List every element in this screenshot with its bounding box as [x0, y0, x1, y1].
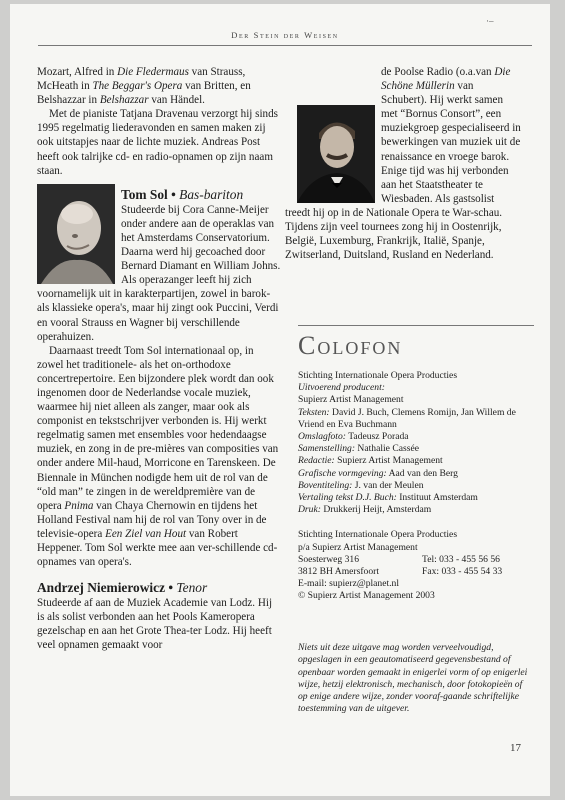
colofon-title: Colofon	[298, 331, 403, 360]
tom-sol-paragraph-2: Daarnaast treedt Tom Sol internationaal op, in zowel het traditionele- als het on-orthodoxe concertrepertoire. Een bijzondere plek wordt dan ook ingenomen door de Nederlandse vocale muziek, waarmee hij niet alleen als zanger, maar ook als componist en tekstschrijver verbonden is. Hij werkt regelmatig samen met ensembles voor hedendaagse muziek, en zong in de pre-mières van composities van onder andere Mil-haud, Morricone en Tarenskeen. De Biennale in München nodigde hem uit de rol van de “old man” te zingen in de wereldpremière van de opera Pnima van Chaya Chernowin en tijdens het Holland Festival nam hij de rol van Tony over in de televisie-opera Een Ziel van Hout van Robert Heppener. Tom Sol werkte mee aan ver-schillende cd-opnames van opera's.	[37, 344, 279, 569]
address-block	[298, 529, 530, 602]
tom-sol-paragraph-1: Studeerde bij Cora Canne-Meijer onder andere aan de operaklas van het Amsterdams Conservatorium. Daarna werd hij gecoached door Bernard Diamant en William Johns. Als operazanger leeft hij zich voornamelijk uit in karakterpartijen, zowel in barok- als klassieke opera's, maar hij zingt ook Puccini, Verdi en vooral Strauss en Wagner bij verschillende operahuizen.	[37, 203, 281, 343]
copyright: © Supierz Artist Management 2003	[298, 590, 435, 602]
andrzej-paragraph-2: de Poolse Radio (o.a.van Die Schöne Müllerin van Schubert). Hij werkt samen met “Bornus Consort”, een muziekgroep gespecialiseerd in bewerkingen van muziek uit de renaissance en vroege barok. Enige tijd was hij verbonden aan het Staatstheater te Wiesbaden. Als gastsolist treedt hij op in de Nationale Opera te War-schau. Tijdens zijn veel tournees zong hij in Oostenrijk, België, Luxemburg, Frankrijk, Italië, Spanje, Zwitserland, Duitsland, Rusland en Nederland.	[285, 66, 521, 262]
portrait-photo-icon	[37, 184, 115, 284]
credit-line: Grafische vormgeving: Aad van den Berg	[298, 467, 458, 479]
street: Soesterweg 316	[298, 553, 360, 565]
colofon-rule	[298, 325, 534, 326]
address-po: p/a Supierz Artist Management	[298, 541, 418, 553]
andrzej-heading: Andrzej Niemierowicz • Tenor	[37, 580, 208, 596]
credit-line: Teksten: David J. Buch, Clemens Romijn, Jan Willem de Vriend en Eva Buchmann	[298, 406, 516, 430]
right-column	[285, 65, 521, 262]
credit-line: Druk: Drukkerij Heijt, Amsterdam	[298, 504, 432, 516]
credit-line: Boventiteling: J. van der Meulen	[298, 479, 424, 491]
credit-line: Vertaling tekst D.J. Buch: Instituut Amsterdam	[298, 492, 478, 504]
intro-paragraph-2: Met de pianiste Tatjana Dravenau verzorgt hij sinds 1995 regelmatig liederavonden en samen maken zij ook uitstapjes naar de lichte muziek. Andreas Post heeft ook talrijke cd- en radio-opnamen op zijn naam staan.	[37, 108, 278, 177]
copyright-disclaimer: Niets uit deze uitgave mag worden verveelvoudigd, opgeslagen in een geautomatiseerd gegevensbestand of openbaar worden gemaakt in enigerlei vorm of op enigerlei wijze, hetzij elektronisch, mechanisch, door fotokopieën of op enige andere wijze, zonder vooraf-gaande schriftelijke toestemming van de uitgever.	[298, 642, 528, 715]
andrzej-paragraph-1: Studeerde af aan de Muziek Academie van Lodz. Hij is als solist verbonden aan het Pools Kameropera gezelschap en aan het Grote Thea-ter Lodz. Hij heeft veel opnamen gemaakt voor	[37, 597, 273, 652]
portrait-photo-icon	[297, 105, 375, 203]
tom-sol-heading: Tom Sol • Bas-bariton	[121, 186, 244, 202]
credit-line: Omslagfoto: Tadeusz Porada	[298, 431, 409, 443]
address-row	[298, 554, 530, 566]
address-org: Stichting Internationale Opera Producties	[298, 529, 458, 541]
producer-label: Uitvoerend producent:	[298, 382, 385, 394]
city: 3812 BH Amersfoort	[298, 566, 380, 578]
producer: Supierz Artist Management	[298, 394, 404, 406]
page	[10, 4, 550, 796]
phone: Tel: 033 - 455 56 56	[422, 553, 500, 565]
email: E-mail: supierz@planet.nl	[298, 578, 400, 590]
header-rule	[38, 45, 532, 46]
page-number: 17	[510, 742, 521, 754]
running-head: Der Stein der Weisen	[231, 30, 339, 40]
colofon-credits	[298, 370, 530, 603]
colofon-org: Stichting Internationale Opera Producties	[298, 370, 458, 381]
address-row	[298, 566, 530, 578]
credit-line: Redactie: Supierz Artist Management	[298, 455, 443, 467]
tom-sol-photo	[37, 184, 115, 284]
left-column	[37, 65, 281, 653]
fax: Fax: 033 - 455 54 33	[422, 566, 503, 578]
intro-paragraph-1: Mozart, Alfred in Die Fledermaus van Strauss, McHeath in The Beggar's Opera van Britten, en Belshazzar in Belshazzar van Händel.	[37, 66, 251, 107]
andrzej-photo	[297, 105, 375, 203]
credit-line: Samenstelling: Nathalie Cassée	[298, 443, 419, 455]
corner-mark: ·–	[486, 16, 494, 26]
